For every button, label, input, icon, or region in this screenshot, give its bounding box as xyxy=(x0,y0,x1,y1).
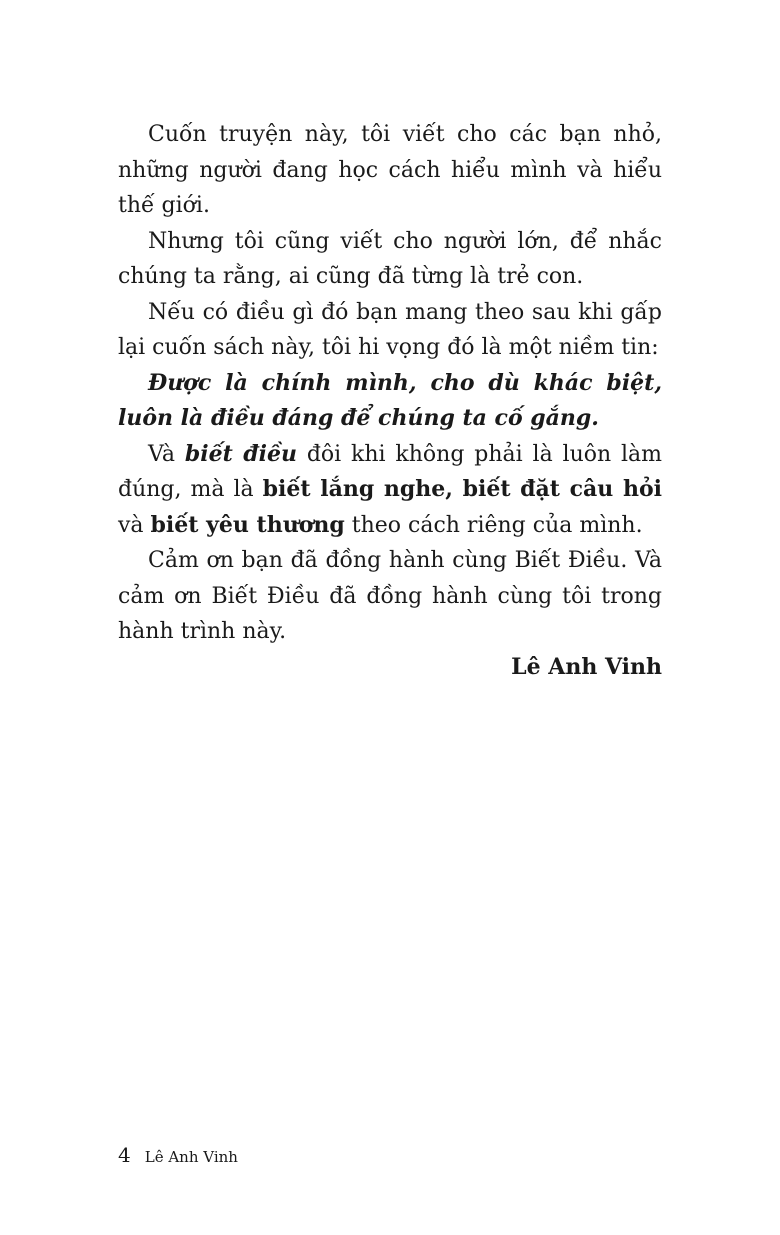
page-number: 4 xyxy=(118,1143,131,1167)
p5-text-4: theo cách riêng của mình. xyxy=(344,512,643,538)
paragraph-3: Nếu có điều gì đó bạn mang theo sau khi gấp lại cuốn sách này, tôi hi vọng đó là một niềm tin: xyxy=(118,299,662,360)
paragraph-2: Nhưng tôi cũng viết cho người lớn, để nhắc chúng ta rằng, ai cũng đã từng là trẻ con. xyxy=(118,228,662,289)
author-signature: Lê Anh Vinh xyxy=(511,653,662,680)
page-footer xyxy=(118,1143,238,1167)
p5-text-1: Và xyxy=(148,441,185,467)
p5-bold-phrase-1: biết lắng nghe, biết đặt câu hỏi xyxy=(262,476,662,502)
p5-text-2: đôi khi không phải là luôn làm đúng, mà là xyxy=(118,441,663,502)
highlighted-quote: Được là chính mình, cho dù khác biệt, luôn là điều đáng để chúng ta cố gắng. xyxy=(118,369,662,431)
running-head: Lê Anh Vinh xyxy=(144,1148,238,1166)
afterword-text xyxy=(118,117,662,685)
paragraph-1: Cuốn truyện này, tôi viết cho các bạn nhỏ, những người đang học cách hiểu mình và hiểu thế giới. xyxy=(118,122,662,218)
paragraph-6: Cảm ơn bạn đã đồng hành cùng Biết Điều. Và cảm ơn Biết Điều đã đồng hành cùng tôi trong hành trình này. xyxy=(118,548,662,644)
p5-bold-italic-phrase: biết điều xyxy=(184,440,297,467)
paragraph-5 xyxy=(118,437,662,544)
p5-text-3: và xyxy=(118,512,151,538)
p5-bold-phrase-2: biết yêu thương xyxy=(150,511,345,538)
